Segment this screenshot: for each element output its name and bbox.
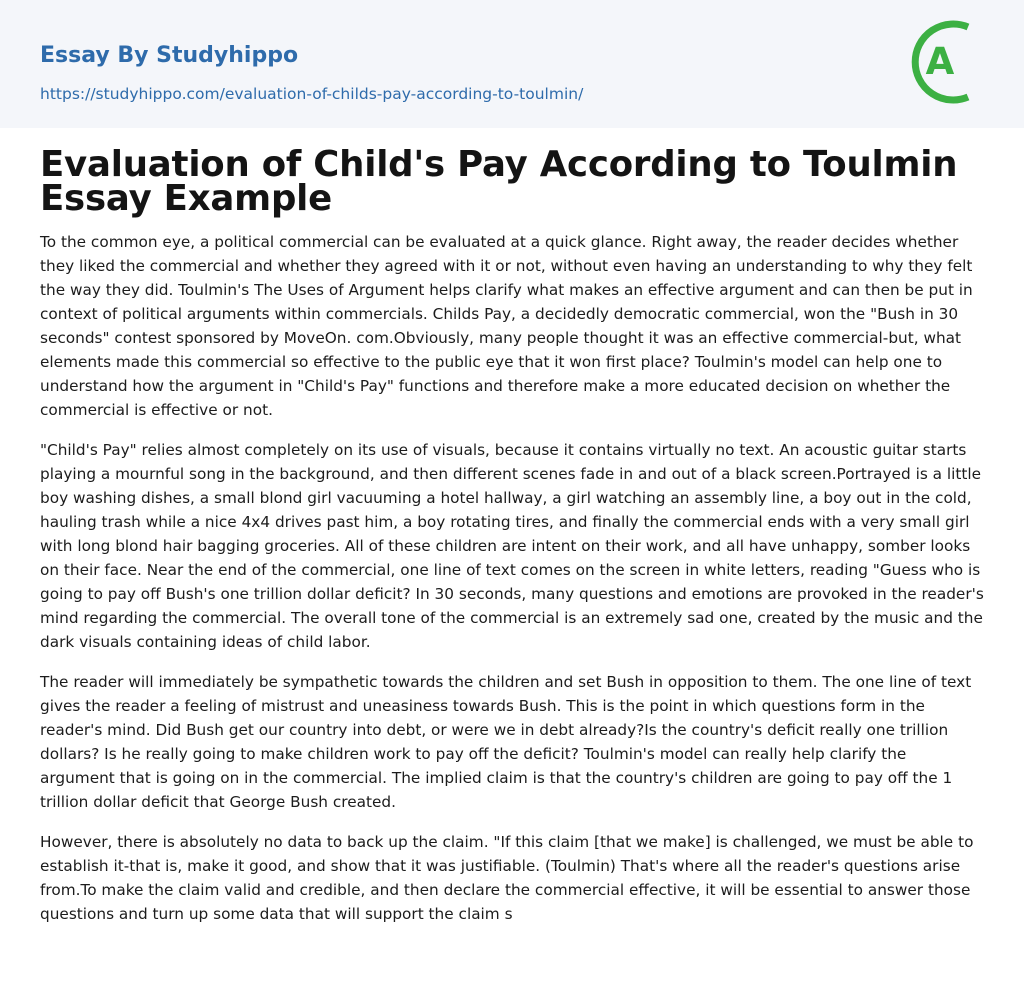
studyhippo-logo-icon[interactable]	[910, 17, 988, 107]
page-title: Evaluation of Child's Pay According to Toulmin Essay Example	[40, 144, 958, 219]
source-url-link[interactable]: https://studyhippo.com/evaluation-of-childs-pay-according-to-toulmin/	[40, 85, 584, 103]
logo-letter: A	[925, 40, 955, 83]
article-paragraph: The reader will immediately be sympathetic towards the children and set Bush in opposition to them. The one line of text gives the reader a feeling of mistrust and uneasiness towards Bush. This is the point in which questions form in the reader's mind. Did Bush get our country into debt, or were we in debt already?Is the country's deficit really one trillion dollars? Is he really going to make children work to pay off the deficit? Toulmin's model can really help clarify the argument that is going on in the commercial. The implied claim is that the country's children are going to pay off the 1 trillion dollar deficit that George Bush created.	[40, 673, 972, 811]
article	[0, 144, 1024, 926]
article-paragraph: However, there is absolutely no data to back up the claim. "If this claim [that we make] is challenged, we must be able to establish it-that is, make it good, and show that it was justifiable. (Toulmin) That's where all the reader's questions arise from.To make the claim valid and credible, and then declare the commercial effective, it will be essential to answer those questions and turn up some data that will support the claim s	[40, 833, 974, 923]
brand-title[interactable]: Essay By Studyhippo	[40, 43, 299, 68]
article-paragraph: "Child's Pay" relies almost completely on its use of visuals, because it contains virtually no text. An acoustic guitar starts playing a mournful song in the background, and then different scenes fade in and out of a black screen.Portrayed is a little boy washing dishes, a small blond girl vacuuming a hotel hallway, a girl watching an assembly line, a boy out in the cold, hauling trash while a nice 4x4 drives past him, a boy rotating tires, and finally the commercial ends with a very small girl with long blond hair bagging groceries. All of these children are intent on their work, and all have unhappy, somber looks on their face. Near the end of the commercial, one line of text comes on the screen in white letters, reading "Guess who is going to pay off Bush's one trillion dollar deficit? In 30 seconds, many questions and emotions are provoked in the reader's mind regarding the commercial. The overall tone of the commercial is an extremely sad one, created by the music and the dark visuals containing ideas of child labor.	[40, 441, 984, 651]
site-header	[0, 0, 1024, 128]
article-paragraph: To the common eye, a political commercial can be evaluated at a quick glance. Right away, the reader decides whether they liked the commercial and whether they agreed with it or not, without even having an understanding to why they felt the way they did. Toulmin's The Uses of Argument helps clarify what makes an effective argument and can then be put in context of political arguments within commercials. Childs Pay, a decidedly democratic commercial, won the "Bush in 30 seconds" contest sponsored by MoveOn. com.Obviously, many people thought it was an effective commercial-but, what elements made this commercial so effective to the public eye that it won first place? Toulmin's model can help one to understand how the argument in "Child's Pay" functions and therefore make a more educated decision on whether the commercial is effective or not.	[40, 233, 973, 419]
